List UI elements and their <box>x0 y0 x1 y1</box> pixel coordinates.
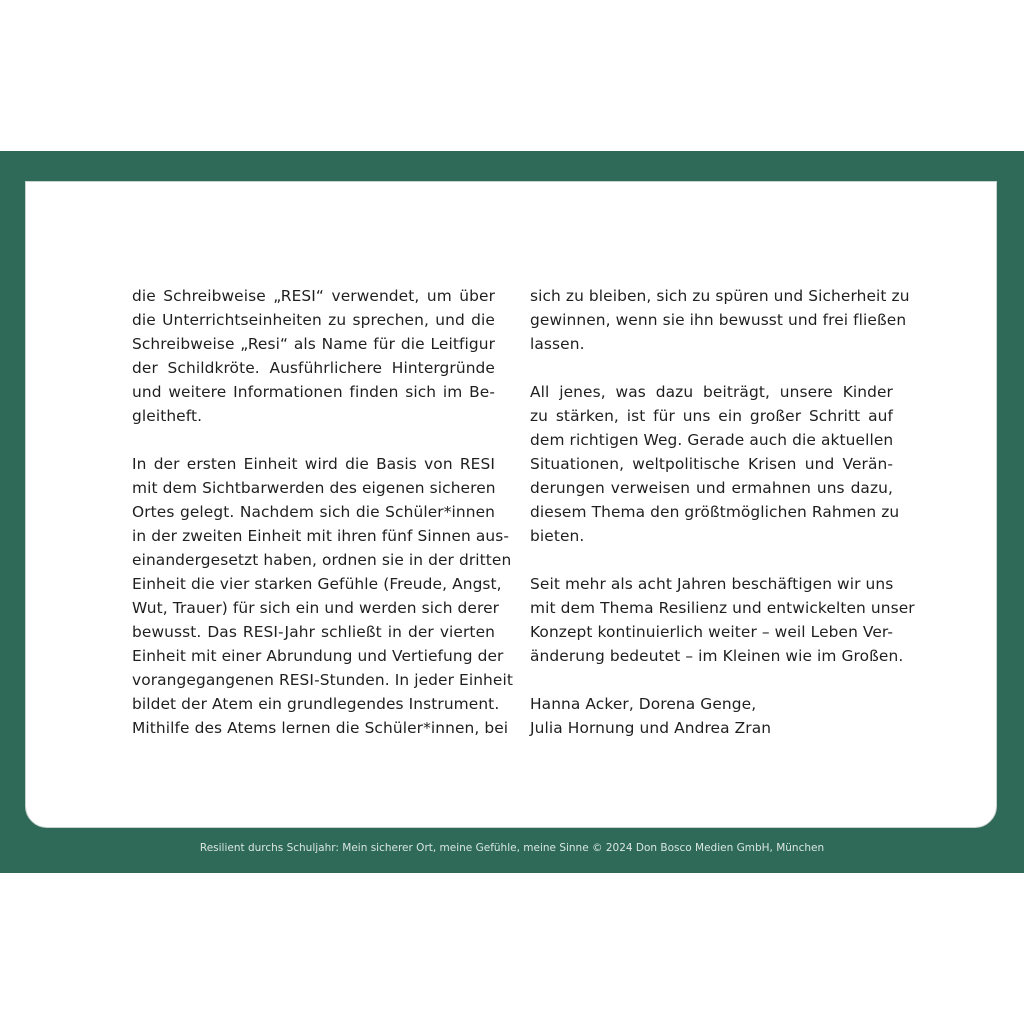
text-line: lassen. <box>530 335 585 353</box>
text-line: In der ersten Einheit wird die Basis von RESI <box>132 455 495 473</box>
text-line: Seit mehr als acht Jahren beschäftigen wir uns <box>530 575 894 593</box>
text-line: einandergesetzt haben, ordnen sie in der dritten <box>132 551 512 569</box>
paragraph <box>530 284 910 356</box>
text-line: Ortes gelegt. Nachdem sich die Schüler*innen <box>132 503 495 521</box>
paragraph <box>132 284 495 428</box>
text-line: änderung bedeutet – im Kleinen wie im Großen. <box>530 647 904 665</box>
paragraph-gap <box>530 356 893 380</box>
text-line: die Unterrichtseinheiten zu sprechen, und die <box>132 311 495 329</box>
text-line: vorangegangenen RESI-Stunden. In jeder Einheit <box>132 671 513 689</box>
paragraph <box>530 572 915 668</box>
right-text-column <box>530 284 915 740</box>
author-signature <box>530 692 893 740</box>
author-line: Hanna Acker, Dorena Genge, <box>530 695 757 713</box>
text-line: Konzept kontinuierlich weiter – weil Leben Ver- <box>530 623 894 641</box>
text-line: bildet der Atem ein grundlegendes Instrument. <box>132 695 500 713</box>
text-line: Schreibweise „Resi“ als Name für die Leitfigur <box>132 335 495 353</box>
text-line: bewusst. Das RESI-Jahr schließt in der vierten <box>132 623 495 641</box>
paragraph-gap <box>530 668 893 692</box>
text-line: Situationen, weltpolitische Krisen und Verän- <box>530 455 893 473</box>
text-line: mit dem Thema Resilienz und entwickelten unser <box>530 599 915 617</box>
text-line: zu stärken, ist für uns ein großer Schritt auf <box>530 407 893 425</box>
paragraph <box>530 380 900 548</box>
text-line: Mithilfe des Atems lernen die Schüler*innen, bei <box>132 719 509 737</box>
text-line: bieten. <box>530 527 585 545</box>
paragraph-gap <box>530 548 893 572</box>
paragraph <box>132 452 513 740</box>
text-line: dem richtigen Weg. Gerade auch die aktuellen <box>530 431 894 449</box>
text-line: und weitere Informationen finden sich im Be- <box>132 383 495 401</box>
text-line: in der zweiten Einheit mit ihren fünf Sinnen aus- <box>132 527 510 545</box>
text-line: Einheit mit einer Abrundung und Vertiefung der <box>132 647 504 665</box>
text-line: Wut, Trauer) für sich ein und werden sich derer <box>132 599 500 617</box>
text-line: derungen verweisen und ermahnen uns dazu, <box>530 479 893 497</box>
copyright-footer: Resilient durchs Schuljahr: Mein sicherer Ort, meine Gefühle, meine Sinne © 2024 Don Bosco Medien GmbH, München <box>199 842 825 854</box>
author-line: Julia Hornung und Andrea Zran <box>530 719 772 737</box>
text-line: gleitheft. <box>132 407 203 425</box>
text-line: gewinnen, wenn sie ihn bewusst und frei fließen <box>530 311 907 329</box>
text-line: diesem Thema den größtmöglichen Rahmen zu <box>530 503 900 521</box>
text-line: All jenes, was dazu beiträgt, unsere Kinder <box>530 383 893 401</box>
text-line: Einheit die vier starken Gefühle (Freude, Angst, <box>132 575 502 593</box>
text-line: die Schreibweise „RESI“ verwendet, um über <box>132 287 495 305</box>
text-line: sich zu bleiben, sich zu spüren und Sicherheit zu <box>530 287 910 305</box>
paragraph-gap <box>132 428 495 452</box>
left-text-column <box>132 284 513 740</box>
text-line: mit dem Sichtbarwerden des eigenen sicheren <box>132 479 496 497</box>
text-line: der Schildkröte. Ausführlichere Hintergründe <box>132 359 495 377</box>
